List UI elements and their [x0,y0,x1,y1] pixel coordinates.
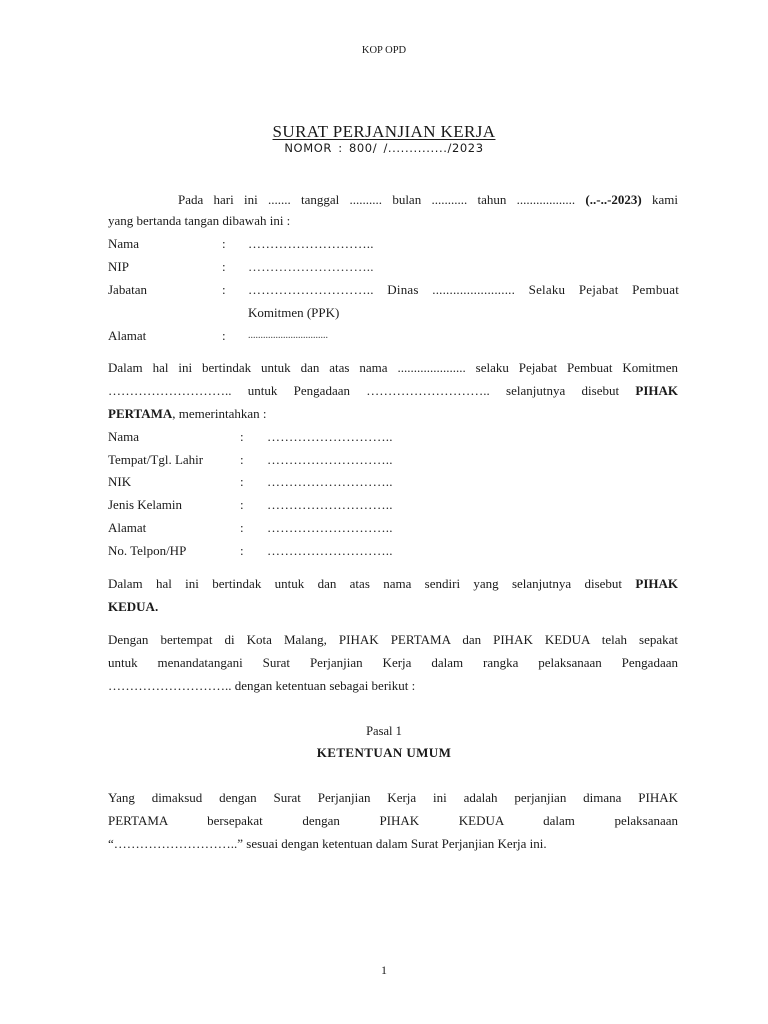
agreement-line-1: Dengan bertempat di Kota Malang, PIHAK PERTAMA dan PIHAK KEDUA telah sepakat [108,632,678,647]
agreement-line-3: ……………………….. dengan ketentuan sebagai berikut : [108,678,416,693]
pertama-keyword: PERTAMA [108,406,173,421]
field-value-jenis-kelamin: ……………………….. [267,497,393,512]
article-line-1: Yang dimaksud dengan Surat Perjanjian Kerja ini adalah perjanjian dimana PIHAK [108,790,678,805]
page-number: 1 [381,963,387,977]
field-value-jabatan-continued: Komitmen (PPK) [248,305,340,320]
field-colon: : [240,452,244,467]
agreement-line-2: untuk menandatangani Surat Perjanjian Kerja dalam rangka pelaksanaan Pengadaan [108,655,678,670]
field-colon: : [222,259,226,274]
pihak-kedua-line-1 [108,576,678,592]
field-value-no-telpon: ……………………….. [267,543,393,558]
field-value-alamat: ……………………….. [267,520,393,535]
opening-date-text: Pada hari ini ....... tanggal .......... bulan ........... tahun .................. [178,192,576,207]
article-number: Pasal 1 [366,724,402,738]
pihak-kedua-text: Dalam hal ini bertindak untuk dan atas nama sendiri yang selanjutnya disebut [108,576,623,591]
field-label-nip: NIP [108,259,129,274]
field-colon: : [240,474,244,489]
field-colon: : [222,236,226,251]
opening-line-1 [108,192,678,208]
kedua-keyword: KEDUA. [108,599,159,614]
article-line-3: “………………………..” sesuai dengan ketentuan dalam Surat Perjanjian Kerja ini. [108,836,547,851]
pihak-pertama-line-2-text: ……………………….. untuk Pengadaan ……………………….. selanjutnya disebut [108,383,620,398]
field-value-nama: ……………………….. [248,236,374,251]
field-label-alamat: Alamat [108,520,147,535]
field-value-nama: ……………………….. [267,429,393,444]
field-label-nik: NIK [108,474,132,489]
field-value-nip: ……………………….. [248,259,374,274]
document-number: NOMOR : 800/ /............../2023 [284,141,484,155]
document-title [0,122,768,142]
document-title-text: SURAT PERJANJIAN KERJA [272,122,496,141]
field-label-tempat-tgl-lahir: Tempat/Tgl. Lahir [108,452,204,467]
field-value-jabatan: ……………………….. Dinas ........................ Selaku Pejabat Pembuat [248,282,679,297]
field-label-jabatan: Jabatan [108,282,147,297]
pihak-keyword: PIHAK [635,576,678,591]
field-value-tempat-tgl-lahir: ……………………….. [267,452,393,467]
field-colon: : [240,543,244,558]
field-colon: : [222,282,226,297]
opening-kami: kami [652,192,679,207]
field-value-nik: ……………………….. [267,474,393,489]
field-colon: : [240,497,244,512]
opening-line-2: yang bertanda tangan dibawah ini : [108,213,291,228]
field-colon: : [240,429,244,444]
field-label-nama: Nama [108,236,140,251]
field-colon: : [222,328,226,343]
opening-year: (..-..-2023) [585,192,642,207]
field-value-alamat: ................................ [248,330,328,341]
article-line-2: PERTAMA bersepakat dengan PIHAK KEDUA dalam pelaksanaan [108,813,678,828]
field-label-no-telpon: No. Telpon/HP [108,543,187,558]
pihak-pertama-line-3 [108,406,267,422]
pihak-pertama-line-2 [108,383,678,399]
field-label-alamat: Alamat [108,328,147,343]
field-label-nama: Nama [108,429,140,444]
pihak-pertama-line-1: Dalam hal ini bertindak untuk dan atas nama ..................... selaku Pejabat Pembuat Komitmen [108,360,678,375]
memerintahkan-text: , memerintahkan : [172,406,267,421]
letterhead-placeholder: KOP OPD [361,45,407,56]
pihak-keyword: PIHAK [635,383,678,398]
field-label-jenis-kelamin: Jenis Kelamin [108,497,183,512]
article-heading: KETENTUAN UMUM [316,745,452,760]
field-colon: : [240,520,244,535]
